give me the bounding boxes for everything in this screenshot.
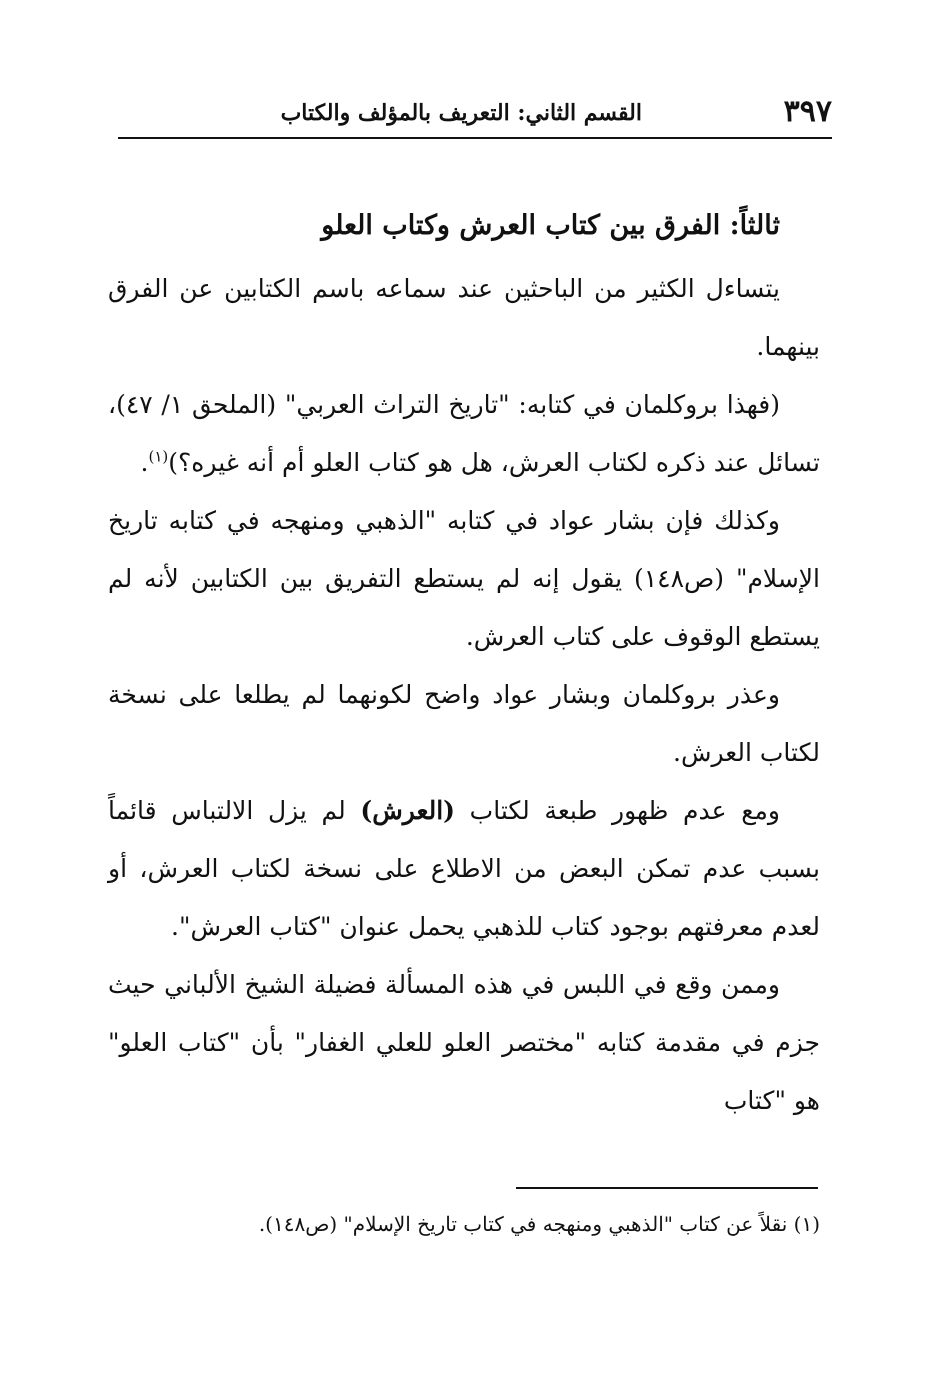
paragraph-4: وعذر بروكلمان وبشار عواد واضح لكونهما لم يطلعا على نسخة لكتاب العرش. xyxy=(108,680,820,767)
page-header xyxy=(118,92,832,134)
paragraph-2-text: (فهذا بروكلمان في كتابه: "تاريخ التراث العربي" (الملحق ١/ ٤٧)، تسائل عند ذكره لكتاب العرش، هل هو كتاب العلو أم أنه غيره؟) xyxy=(108,390,820,477)
bold-term: (العرش) xyxy=(360,796,456,825)
paragraph-1: يتساءل الكثير من الباحثين عند سماعه باسم الكتابين عن الفرق بينهما. xyxy=(108,274,820,361)
paragraph-2 xyxy=(108,376,820,492)
main-text xyxy=(108,196,820,1130)
paragraph-2-end: . xyxy=(140,448,149,477)
section-heading: ثالثاً: الفرق بين كتاب العرش وكتاب العلو xyxy=(321,210,780,241)
page-number: ٣٩٧ xyxy=(783,94,832,129)
paragraph-5-start: ومع عدم ظهور طبعة لكتاب xyxy=(455,796,780,825)
paragraph-5 xyxy=(108,782,820,956)
paragraph-6: وممن وقع في اللبس في هذه المسألة فضيلة الشيخ الألباني حيث جزم في مقدمة كتابه "مختصر العلو للعلي الغفار" بأن "كتاب العلو" هو "كتاب xyxy=(108,970,820,1115)
header-divider xyxy=(118,137,832,139)
footnote-divider xyxy=(516,1187,818,1189)
paragraph-3: وكذلك فإن بشار عواد في كتابه "الذهبي ومنهجه في كتابه تاريخ الإسلام" (ص١٤٨) يقول إنه لم يستطع التفريق بين الكتابين لأنه لم يستطع الوقوف على كتاب العرش. xyxy=(108,506,820,651)
footnote-reference: (١) xyxy=(148,447,169,466)
paragraph-5-rest: لم يزل الالتباس قائماً بسبب عدم تمكن البعض من الاطلاع على نسخة لكتاب العرش، أو لعدم معرفتهم بوجود كتاب للذهبي يحمل عنوان "كتاب العرش". xyxy=(108,796,820,941)
running-title: القسم الثاني: التعريف بالمؤلف والكتاب xyxy=(280,100,642,126)
footnote-1: (١) نقلاً عن كتاب "الذهبي ومنهجه في كتاب تاريخ الإسلام" (ص١٤٨). xyxy=(258,1212,820,1236)
